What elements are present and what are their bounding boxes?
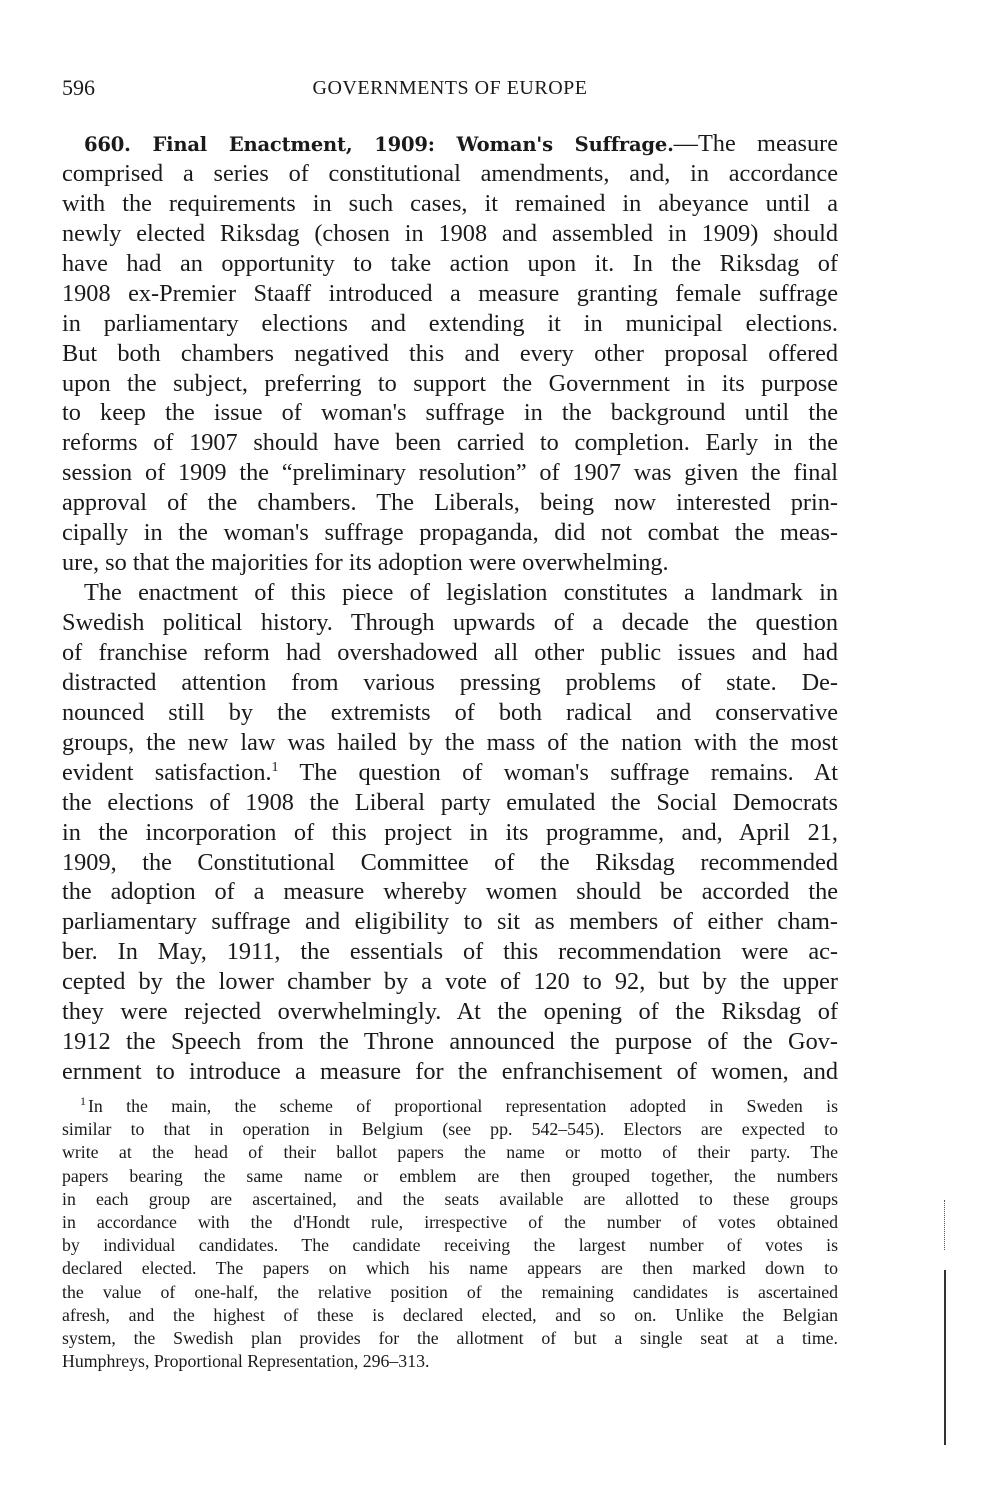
text-line: ure, so that the majorities for its adoption were overwhelming. bbox=[62, 549, 669, 577]
text-line: groups, the new law was hailed by the mass of the nation with the most bbox=[62, 728, 838, 756]
footnote bbox=[62, 1095, 838, 1373]
footnote-line: similar to that in operation in Belgium (see pp. 542–545). Electors are expected to bbox=[62, 1119, 838, 1140]
text-line: cipally in the woman's suffrage propaganda, did not combat the meas- bbox=[62, 519, 838, 547]
text-line: parliamentary suffrage and eligibility to sit as members of either cham- bbox=[62, 908, 838, 936]
text-line: the elections of 1908 the Liberal party emulated the Social Democrats bbox=[62, 788, 838, 816]
text-line: 1912 the Speech from the Throne announced the purpose of the Gov- bbox=[62, 1028, 838, 1056]
text-line: have had an opportunity to take action upon it. In the Riksdag of bbox=[62, 249, 838, 277]
scan-artifact-line bbox=[944, 1270, 946, 1445]
text-line: session of 1909 the “preliminary resolution” of 1907 was given the final bbox=[62, 459, 838, 487]
text-line: 1908 ex-Premier Staaff introduced a measure granting female suffrage bbox=[62, 279, 838, 307]
footnote-line: in each group are ascertained, and the seats available are allotted to these groups bbox=[62, 1188, 838, 1209]
text-line: ber. In May, 1911, the essentials of this recommendation were ac- bbox=[62, 938, 838, 966]
text-line: in parliamentary elections and extending it in municipal elections. bbox=[62, 309, 838, 337]
text-line: to keep the issue of woman's suffrage in the background until the bbox=[62, 399, 838, 427]
running-head: GOVERNMENTS OF EUROPE bbox=[312, 77, 588, 99]
footnote-line-segment: In the main, the scheme of proportional representation adopted in Sweden is bbox=[88, 1096, 838, 1116]
text-line: with the requirements in such cases, it remained in abeyance until a bbox=[62, 189, 838, 217]
text-line: Swedish political history. Through upwards of a decade the question bbox=[62, 609, 838, 636]
text-line: ernment to introduce a measure for the enfranchisement of women, and bbox=[62, 1058, 838, 1086]
scan-artifact-dots bbox=[944, 1200, 946, 1250]
text-line: reforms of 1907 should have been carried to completion. Early in the bbox=[62, 429, 838, 457]
footnote-line: system, the Swedish plan provides for the allotment of but a single seat at a time. bbox=[62, 1327, 838, 1348]
text-line: nounced still by the extremists of both radical and conservative bbox=[62, 698, 838, 726]
text-line: 1909, the Constitutional Committee of the Riksdag recommended bbox=[62, 848, 838, 876]
footnote-reference[interactable]: 1 bbox=[271, 759, 279, 775]
text-line bbox=[62, 129, 838, 159]
text-line-segment: evident satisfaction. bbox=[62, 758, 272, 786]
footnote-line: papers bearing the same name or emblem are then grouped together, the numbers bbox=[62, 1165, 838, 1186]
footnote-line: declared elected. The papers on which his name appears are then marked down to bbox=[62, 1258, 838, 1279]
footnote-line: Humphreys, Proportional Representation, 296–313. bbox=[62, 1351, 430, 1372]
footnote-line: the value of one-half, the relative position of the remaining candidates is ascertained bbox=[62, 1281, 838, 1302]
text-line: But both chambers negatived this and every other proposal offered bbox=[62, 339, 838, 367]
footnote-line: write at the head of their ballot papers the name or motto of their party. The bbox=[62, 1142, 838, 1163]
text-line: the adoption of a measure whereby women should be accorded the bbox=[62, 878, 838, 906]
text-line: approval of the chambers. The Liberals, being now interested prin- bbox=[62, 489, 838, 517]
text-line: cepted by the lower chamber by a vote of 120 to 92, but by the upper bbox=[62, 968, 838, 996]
footnote-line bbox=[62, 1095, 838, 1118]
text-line: The enactment of this piece of legislation constitutes a landmark in bbox=[84, 579, 838, 607]
text-line: they were rejected overwhelmingly. At the opening of the Riksdag of bbox=[62, 998, 838, 1026]
footnote-line: in accordance with the d'Hondt rule, irrespective of the number of votes obtained bbox=[62, 1211, 838, 1232]
text-line: of franchise reform had overshadowed all other public issues and had bbox=[62, 638, 838, 666]
text-line: comprised a series of constitutional amendments, and, in accordance bbox=[62, 159, 838, 187]
text-line-segment: The question of woman's suffrage remains. At bbox=[278, 758, 838, 786]
page-header bbox=[62, 73, 838, 103]
text-line: upon the subject, preferring to support the Government in its purpose bbox=[62, 369, 838, 397]
main-text bbox=[62, 129, 838, 1087]
text-line: newly elected Riksdag (chosen in 1908 and assembled in 1909) should bbox=[62, 219, 838, 247]
text-line bbox=[62, 758, 838, 788]
text-line: in the incorporation of this project in its programme, and, April 21, bbox=[62, 818, 838, 846]
text-line-segment: —The measure bbox=[673, 130, 838, 157]
footnote-line: by individual candidates. The candidate receiving the largest number of votes is bbox=[62, 1235, 838, 1256]
text-line: distracted attention from various pressing problems of state. De- bbox=[62, 668, 838, 696]
page-number: 596 bbox=[62, 75, 95, 100]
footnote-marker: 1 bbox=[80, 1095, 86, 1109]
footnote-line: afresh, and the highest of these is declared elected, and so on. Unlike the Belgian bbox=[62, 1304, 838, 1325]
section-heading: 660. Final Enactment, 1909: Woman's Suffrage. bbox=[84, 133, 674, 156]
